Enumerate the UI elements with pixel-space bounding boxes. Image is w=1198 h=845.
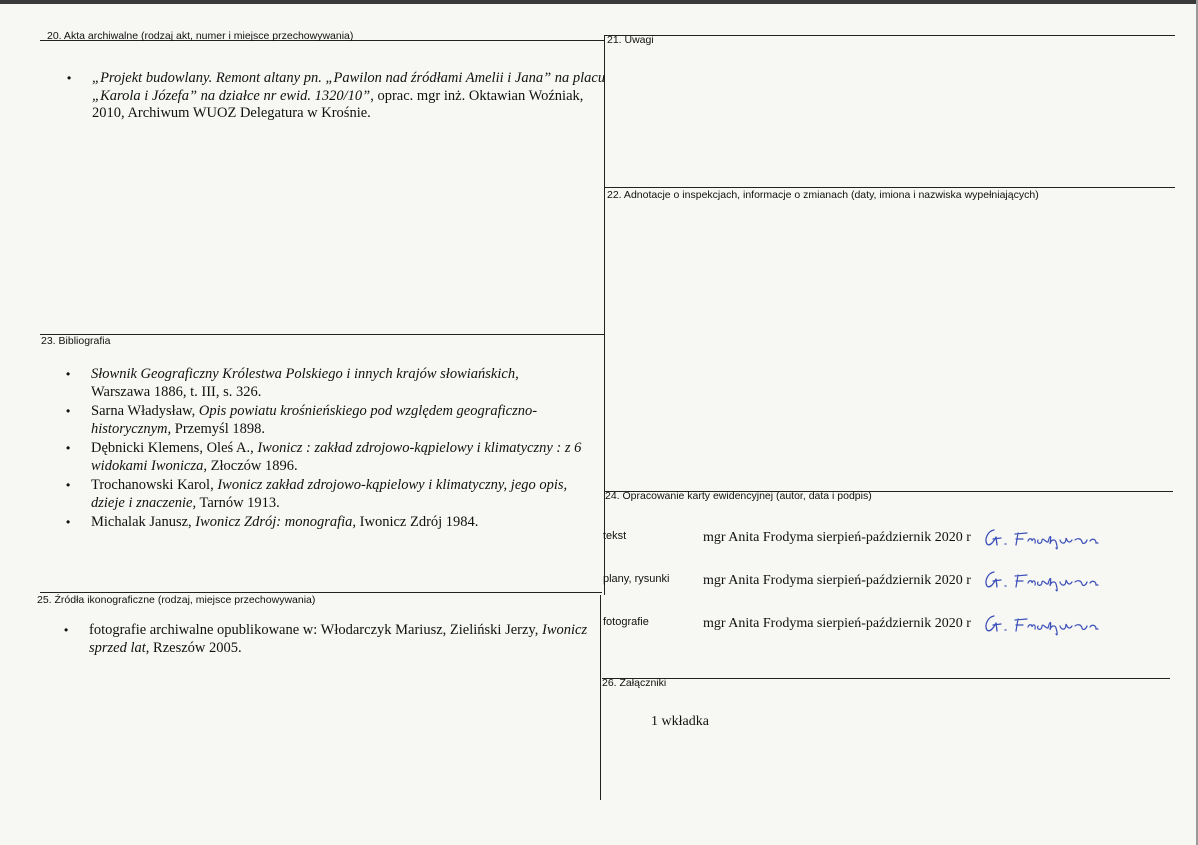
bibliography-list <box>66 366 591 534</box>
iconography-list <box>64 622 594 659</box>
bibliography-title: Iwonicz Zdrój: monografia, <box>195 514 357 530</box>
bibliography-title: Iwonicz : zakład zdrojowo-kąpielowy i klimatyczny : z 6 widokami Iwonicza, <box>91 440 582 474</box>
bibliography-title: Słownik Geograficzny Królestwa Polskiego i innych krajów słowiańskich, <box>91 366 519 382</box>
iconography-item: • fotografie archiwalne opublikowane w: Włodarczyk Mariusz, Zieliński Jerzy, Iwonicz sprzed lat, Rzeszów 2005. <box>64 622 588 656</box>
section-24-label: 24. Opracowanie karty ewidencyjnej (autor, data i podpis) <box>605 490 872 502</box>
prep-type-text: tekst <box>603 530 627 542</box>
bullet-icon: • <box>67 71 72 85</box>
bullet-icon: • <box>66 478 71 492</box>
section-20-label: 20. Akta archiwalne (rodzaj akt, numer i miejsce przechowywania) <box>47 30 354 42</box>
rule-25 <box>40 592 602 593</box>
bibliography-item: • Sarna Władysław, Opis powiatu krośnieńskiego pod względem geograficzno-historycznym, Przemyśl 1898. <box>66 403 538 437</box>
bibliography-item: • Trochanowski Karol, Iwonicz zakład zdrojowo-kąpielowy i klimatyczny, jego opis, dzieje i znaczenie, Tarnów 1913. <box>66 477 568 511</box>
section-25-label: 25. Źródła ikonograficzne (rodzaj, miejsce przechowywania) <box>37 594 316 606</box>
bibliography-title: Opis powiatu krośnieńskiego pod względem geograficzno-historycznym, <box>91 403 538 437</box>
prep-type-plans: plany, rysunki <box>603 573 670 585</box>
iconography-title: Iwonicz sprzed lat, <box>89 622 588 656</box>
bullet-icon: • <box>66 367 71 381</box>
rule-22 <box>605 187 1175 188</box>
attachments-value: 1 wkładka <box>651 714 709 729</box>
section-21-label: 21. Uwagi <box>607 34 654 46</box>
section-23-label: 23. Bibliografia <box>41 335 111 347</box>
signature-photos <box>982 611 1107 637</box>
scan-edge-top <box>0 0 1198 4</box>
bullet-icon: • <box>66 515 71 529</box>
prep-type-photos: fotografie <box>603 616 649 628</box>
section-26-label: 26. Załączniki <box>602 677 667 689</box>
bibliography-title: Iwonicz zakład zdrojowo-kąpielowy i klimatyczny, jego opis, dzieje i znaczenie, <box>91 477 568 511</box>
signature-plans <box>982 567 1107 593</box>
prep-author-plans: mgr Anita Frodyma sierpień-październik 2020 r <box>703 573 971 588</box>
section-20-list <box>67 70 607 125</box>
archive-details: , oprac. mgr inż. Oktawian Woźniak, 2010, Archiwum WUOZ Delegatura w Krośnie. <box>92 87 584 121</box>
rule-top-right <box>605 35 1175 36</box>
rule-center-lower <box>600 595 601 800</box>
bullet-icon: • <box>66 441 71 455</box>
bibliography-item: • Dębnicki Klemens, Oleś A., Iwonicz : zakład zdrojowo-kąpielowy i klimatyczny : z 6 widokami Iwonicza, Złoczów 1896. <box>66 440 582 474</box>
prep-author-text: mgr Anita Frodyma sierpień-październik 2020 r <box>703 530 971 545</box>
archive-item <box>67 70 607 123</box>
bibliography-item: • Słownik Geograficzny Królestwa Polskiego i innych krajów słowiańskich, Warszawa 1886, t. III, s. 326. <box>66 366 519 400</box>
signature-text <box>982 525 1107 551</box>
archive-title: „Projekt budowlany. Remont altany pn. „Pawilon nad źródłami Amelii i Jana” na placu „Karola i Józefa” na działce nr ewid. 1320/10” <box>92 70 606 104</box>
bibliography-item: • Michalak Janusz, Iwonicz Zdrój: monografia, Iwonicz Zdrój 1984. <box>66 514 479 530</box>
rule-26 <box>602 678 1170 679</box>
bullet-icon: • <box>66 404 71 418</box>
prep-author-photos: mgr Anita Frodyma sierpień-październik 2020 r <box>703 616 971 631</box>
bullet-icon: • <box>64 623 69 637</box>
section-22-label: 22. Adnotacje o inspekcjach, informacje o zmianach (daty, imiona i nazwiska wypełniających) <box>607 189 1039 201</box>
rule-23 <box>40 334 605 335</box>
